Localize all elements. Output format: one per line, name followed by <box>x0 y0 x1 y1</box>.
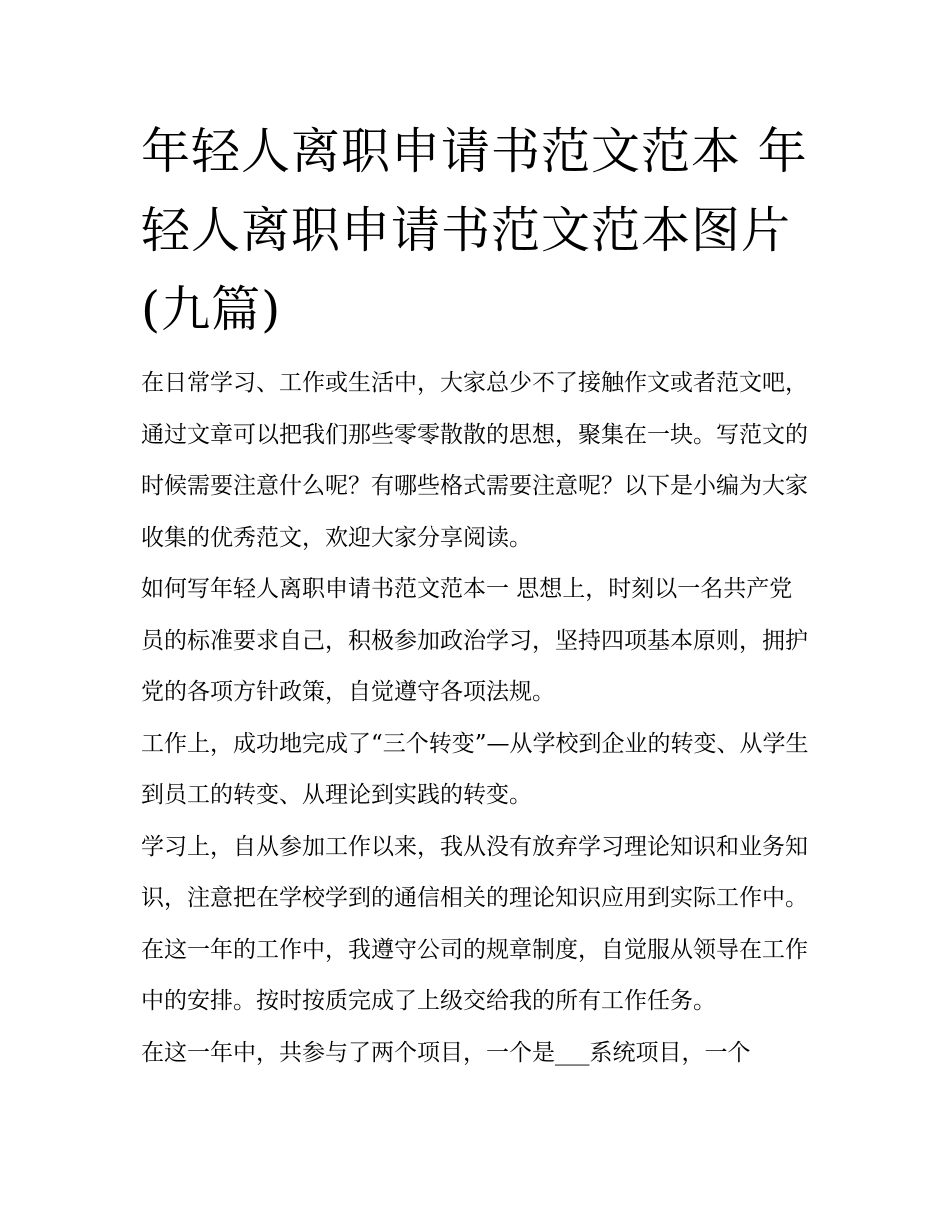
document-body <box>141 112 813 1079</box>
paragraph-intro: 在日常学习、工作或生活中，大家总少不了接触作文或者范文吧，通过文章可以把我们那些零零散散的思想，聚集在一块。写范文的时候需要注意什么呢？有哪些格式需要注意呢？以下是小编为大家收集的优秀范文，欢迎大家分享阅读。 <box>141 370 808 551</box>
paragraph-thought: 如何写年轻人离职申请书范文范本一 思想上，时刻以一名共产党员的标准要求自己，积极参加政治学习，坚持四项基本原则，拥护党的各项方针政策，自觉遵守各项法规。 <box>141 576 808 705</box>
paragraph-study: 学习上，自从参加工作以来，我从没有放弃学习理论知识和业务知识，注意把在学校学到的通信相关的理论知识应用到实际工作中。 <box>141 833 808 911</box>
document-title: 年轻人离职申请书范文范本 年轻人离职申请书范文范本图片(九篇) <box>141 123 808 338</box>
paragraph-year-work: 在这一年的工作中，我遵守公司的规章制度，自觉服从领导在工作中的安排。按时按质完成了上级交给我的所有工作任务。 <box>141 936 808 1014</box>
paragraph-work: 工作上，成功地完成了“三个转变”—从学校到企业的转变、从学生到员工的转变、从理论到实践的转变。 <box>141 730 809 808</box>
paragraph-projects: 在这一年中，共参与了两个项目，一个是___系统项目，一个 <box>141 1039 751 1066</box>
